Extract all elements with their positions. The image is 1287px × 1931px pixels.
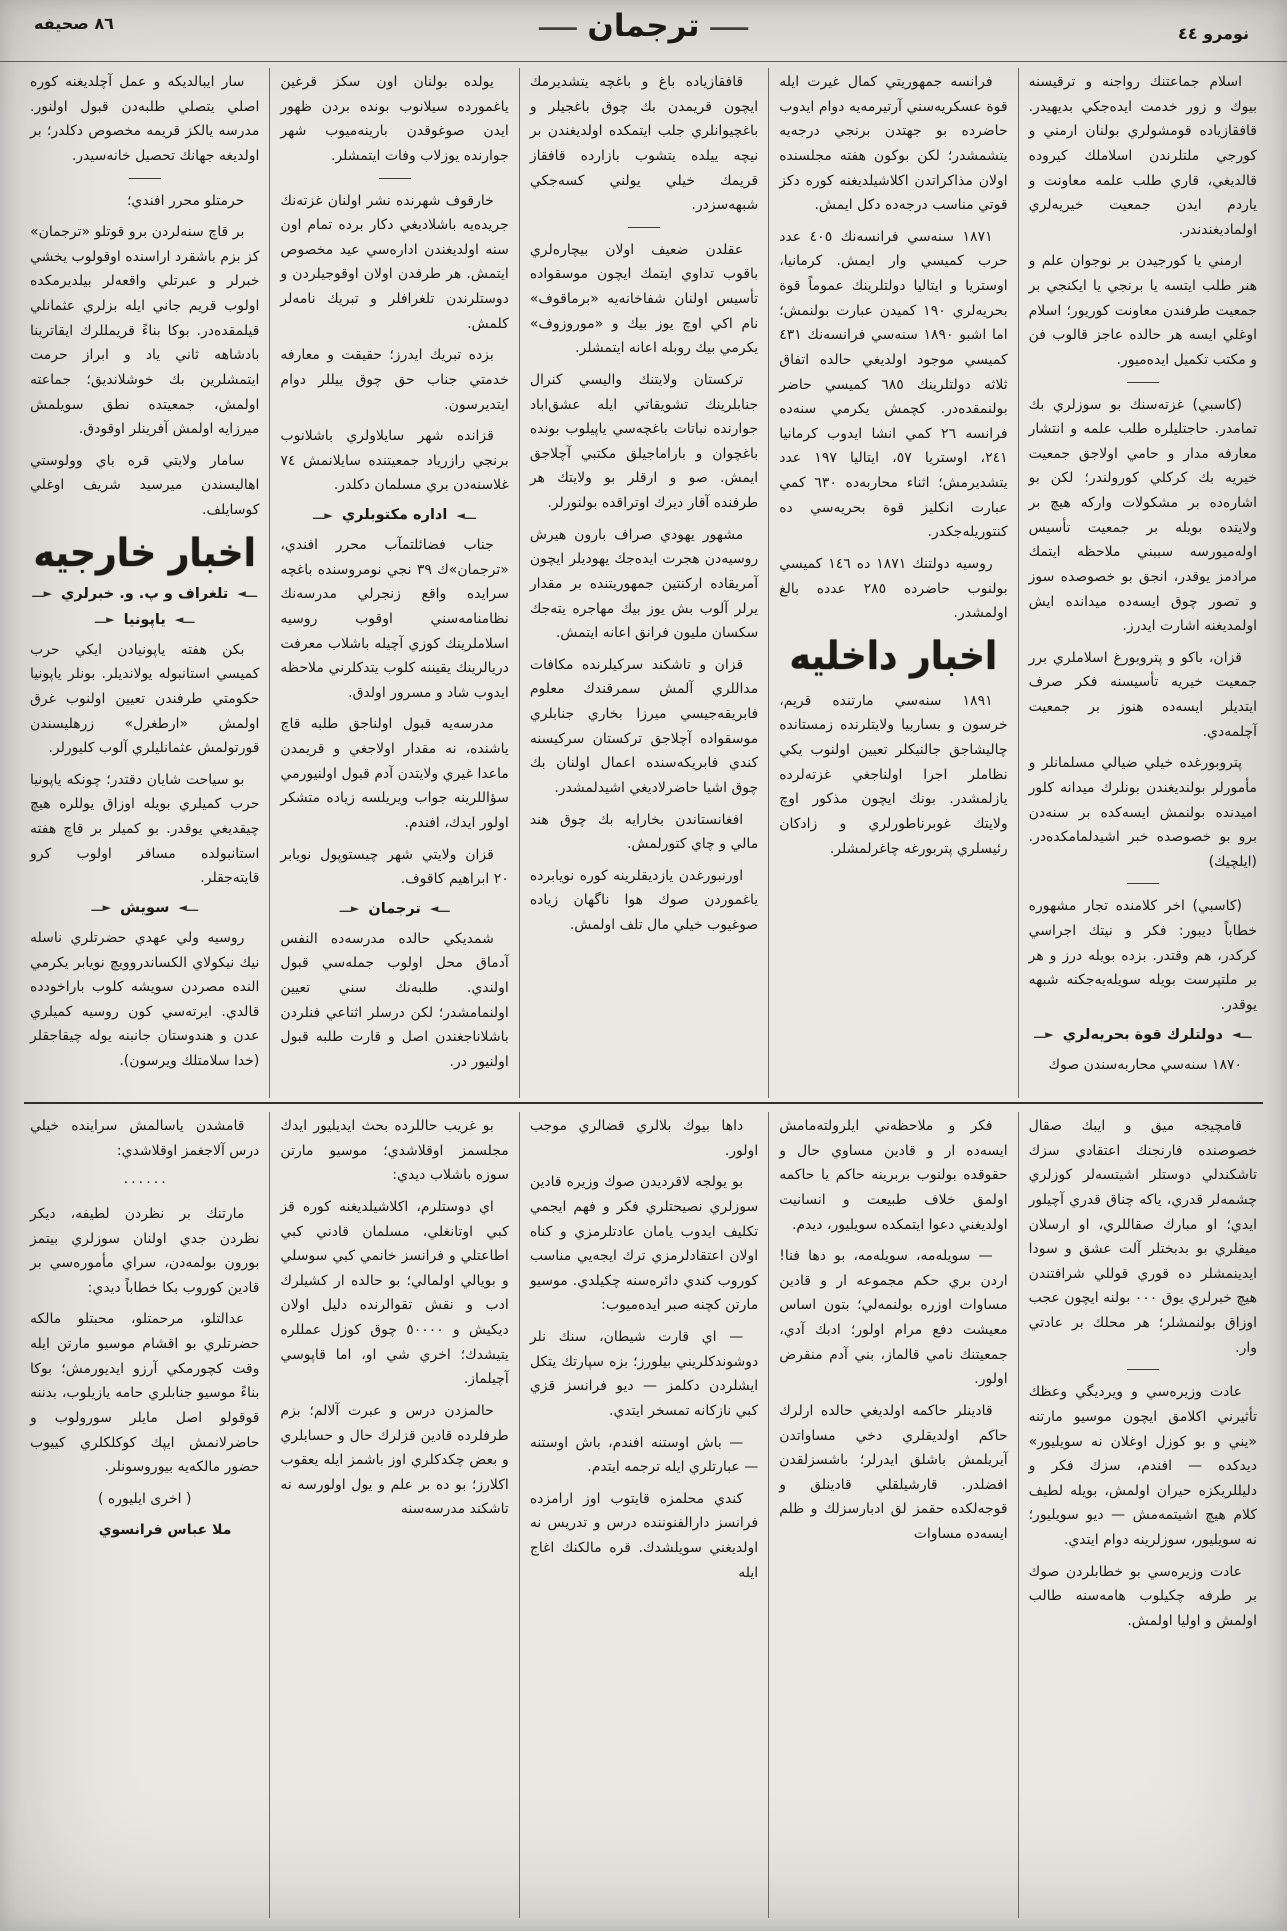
paragraph: روسيه ولي عهدي حضرتلري ناسله نيك نيكولاي الكساندروويچ نويابر يكرمي النده مصردن سويشه كلوب باراخودده قالدي. ايرته‌سي كون روسيه كميلري عدن و هندوستان جانبنه يوله چيقاجقلر (خدا سلامتلك ويرسون).: [30, 929, 260, 1069]
paragraph: ( اخری ايليوره ): [97, 1490, 192, 1507]
calligraphic-section-title: اخبار داخليه: [789, 634, 998, 679]
paragraph: ١٨٧٠ سنه‌سي محاربه‌سندن صوك: [1048, 1056, 1242, 1073]
paragraph: اسلام جماعتنك رواجنه و ترقيسنه بيوك و زور خدمت ايده‌جكي بديهيدر. قافقازياده قومشولري بولنان ارمني و كورجي ملتلرندن اسلاملك كيروده قالديغي، قاري طلب علمه معاونت و ياردم ايدن جمعيت خيريه‌لري اولماديغندندر.: [1028, 74, 1257, 238]
paragraph: حالمزدن درس و عبرت آلالم؛ بزم طرفلرده قادين قزلرك حال و حسابلري و بعض چكدكلري اوز باشمز ايله يعقوب اكلارز؛ بو ده بر علم و يول اولورسه نه تاشكند مدرسه‌سنه: [280, 1402, 509, 1518]
ornamental-heading: [1029, 1027, 1257, 1043]
paragraph: بر قاچ سنه‌لردن برو قوتلو «ترجمان» كز بزم باشقرد اراسنده اوقولوب يخشي خبرلر و عبرتلي واقعه‌لر بيلديرمكده اولوب قريم جاني ايله بزلري عثمانلي قيلمقده‌در. بوكا بناءً قريمللرك ايقاترينا بادشاهه ثاني ياد و ابراز حرمت ايتمشلرين بك خوشلانديق؛ جماعته اولمش، جمعيتده نطق سويلمش ميرزايه اولمش آفرينلر اوقودق.: [30, 224, 260, 438]
ornament-arrow-icon: ►ـــ: [91, 901, 112, 915]
ornament-arrow-icon: ـــ◄: [174, 613, 195, 627]
masthead-title: [539, 8, 748, 44]
ornament-heading-label: دولتلرك قوة بحريه‌لري: [1062, 1026, 1223, 1043]
paragraph: قزان، باكو و پتروبورغ اسلاملري برر جمعيت خيريه تأسيسنه فكر صرف ايتديلر ايسه‌ده هنوز بر جمعيت آچلمه‌دي.: [1028, 649, 1257, 740]
paragraph: قامشدن ياسالمش سراينده خيلي درس آلاجغمز اوقلاشدي:: [30, 1118, 260, 1159]
paragraph: — اي قارت شيطان، سنك نلر دوشوندكلريني بيلورز؛ بزه سپارتك يتكل ايشلردن دكلمز — ديو فرانسز قزي كبي نازكانه تمسخر ايتدي.: [529, 1329, 759, 1419]
paragraph: بو سياحت شايان دقتدر؛ چونكه ياپونيا حرب كميلري بويله اوزاق يوللره هيچ چيقديغي يوقدر. بو كميلر بر قاچ هفته استانبولده مسافر اولوب كرو قايته‌جقلر.: [30, 771, 260, 887]
paragraph: پتروبورغده خيلي ضيالي مسلمانلر و مأمورلر بولنديغندن بونلرك ميدانه كلور اميدنده بولنمش ايسه‌كده بر سنه‌دن برو بو خصوصده خبر اشيدلمامكده‌در. (ايلچيك): [1028, 755, 1257, 870]
paragraph: مدرسه‌يه قبول اولناجق طلبه قاچ ياشنده، نه مقدار اولاجغي و قريمدن ماعدا غيري ولايتدن آدم قبول اولنيورمي سؤاللرينه جواب ويريلسه زياده متشكر اولور ايدك، افندم.: [280, 716, 509, 831]
paragraph: بزده تبريك ايدرز؛ حقيقت و معارفه خدمتي جناب حق چوق ييللر دوام ايتديرسون.: [280, 347, 509, 413]
paragraph: قزان ولايتي شهر چيستوپول نويابر ٢٠ ابراهيم كاقوف.: [280, 846, 509, 888]
paragraph: — باش اوستنه افندم، باش اوستنه — عبارتلري ايله ترجمه ايتدم.: [529, 1434, 759, 1476]
paragraph: كندي محلمزه قايتوب اوز ارامزده فرانسز دارالفنوننده درس و تدريس نه اولديغني سويلشدك. قره مالكنك اغاج ايله: [529, 1490, 759, 1581]
ornament-arrow-icon: ـــ◄: [1231, 1028, 1252, 1041]
paragraph: (كاسبي) غزته‌سنك بو سوزلري بك تمامدر. حاجتليلره طلب علمه و انتشار معارفه مدار و حامي اولاجق جمعيت خيريه بك كركلي كورولندر؛ لكن بو اشاره‌ده بر مشكولات واركه هيچ بر ولايتده بويله بر جمعيت تأسيس اوله‌ميورسه سببني ملاحظه ايتمك مرادمز يوقدر، انجق بو خصوصده سوز و تصور چوق ايسه‌ده ميدانده ايش اولمديغنه اشارت ايدرز.: [1028, 396, 1257, 635]
paragraph: مارتنك بر نظردن لطيفه، ديكر نظردن جدي اولنان سوزلري بيتمز بورون بولمه‌دن، سراي مأموره‌سي بر قادين كوروب بكا خطاباً ديدي:: [30, 1205, 260, 1296]
masthead-flourish-left-icon: ـــــ: [710, 11, 748, 36]
paragraph: سار ايبالديكه و عمل آچلديغنه كوره اصلي يتصلي طلبه‌دن قبول اولنور. مدرسه يالكز قريمه مخصوص دكلدر؛ بر اولديغه جهانك تحصيل خانه‌سيدر.: [30, 74, 260, 164]
paragraph-separator: [1127, 382, 1159, 383]
ornamental-heading: [280, 507, 508, 523]
ornament-arrow-icon: ـــ◄: [456, 508, 477, 522]
paragraph: اي دوستلرم، اكلاشيلديغنه كوره قز كبي اوتانغلي، مسلمان قادني كبي اطاعتلي و فرانسز خانمي كبي سوسلي و بويالي اولمالي؛ بو حالده ار كشيلرك ادب و نقش تقوالرنده دليل اولان ديكيش و ٥٠٠٠٠ چوق كوزل عمللره يتيشدك؛ اخري شي او، اما قاپوسي آچيلماز.: [280, 1198, 509, 1388]
paragraph: افغانستاندن بخارايه بك چوق هند مالي و چاي كتورلمش.: [529, 811, 759, 853]
paragraph: خارقوف شهرنده نشر اولنان غزته‌نك جريده‌يه باشلاديغي دكار برده تمام اون سنه اولديغندن اداره‌سي عيد مخصوص ايتمش. هر طرفدن اولان اوقوجيلردن و دوستلرندن تلغرافلر و تبريك نامه‌لر كلمش.: [280, 192, 509, 332]
paragraph: ١٨٧١ سنه‌سي فرانسه‌نك ٤٠٥ عدد حرب كميسي وار ايمش. كرمانيا، اوستريا و ايتاليا دولتلرينك عموماً قوة بحريه‌لري ١٩٠ كميدن عبارت بولنمش؛ اما اشبو ١٨٩٠ سنه‌سي فرانسه‌نك ٤٣١ كميسي موجود اولديغي حالده اتفاق ثلاثه دولتلرينك ٦٨٥ كميسي حاضر بولنمقده‌در. كچمش يكرمي سنه‌ده فرانسه ٢٦ كمي انشا ايدوب كرمانيا ٢٤١، اوستريا ٥٧، ايتاليا ١٩٧ عدد يتشديرمش؛ اثناء محاربه‌ده ٦٣٠ كمي عبارت انكليز قوة بحريه‌سي ده كنتوريله‌جكدر.: [779, 228, 1008, 541]
ornament-arrow-icon: ►ـــ: [1033, 1028, 1054, 1041]
paragraph-separator: [379, 178, 411, 179]
newspaper-column: [768, 1112, 1017, 1918]
paragraph: فكر و ملاحظه‌ني ايلرولته‌مامش ايسه‌ده ار و قادين مساوي حال و حقوقده بولنوب بربرينه حاكم يا حاكمه اولمق خلاف طبيعت و انسانيت اولديغني دعوا ايتمكده سويليور، ديدم.: [779, 1118, 1008, 1233]
ornamental-heading: [30, 586, 259, 602]
ornamental-heading: [30, 900, 259, 916]
paragraph: يولده بولنان اون سكز قرغين ياغمورده سيلانوب بونده بردن ظهور ايدن صوغوقدن بارينه‌ميوب شهر جوارنده يوزلاب وفات ايتمشلر.: [280, 74, 509, 164]
paragraph: حرمتلو محرر افندي؛: [126, 192, 245, 209]
masthead-header: [0, 0, 1287, 62]
paragraph: مشهور يهودي صراف بارون هيرش روسيه‌دن هجرت ايده‌جك يهوديلر ايچون آمريقاده اركنتين جمهوريتنده بر مقدار يرلر آلوب بش يوز بيك مهاجره يته‌جك سكسان مليون فرانق اعانه ايتمش.: [529, 526, 759, 642]
paragraph: قافقازياده باغ و باغچه يتشديرمك ايچون قريمدن بك چوق باغجيلر و باغچيوانلري جلب ايتمكده اولديغندن بر نيچه ييلده يتشوب بازارده قافقاز قريمك خيلي يولني كسه‌جكي شبهه‌سزدر.: [529, 74, 759, 214]
section-divider-rule: [24, 1102, 1263, 1104]
newspaper-column: [20, 68, 269, 1098]
paragraph: ١٨٩١ سنه‌سي مارتنده قريم، خرسون و بساربيا ولايتلرنده زمستانده چاليشاجق جالنيكلر تعيين اولنوب يكي نظاملر اجرا اولناجغي غزته‌لرده يازلمشدر. بونك ايچون مذكور اوچ ولايتك غوبرناطورلري و زادكان رئيسلري پتربورغه چاغرلمشلر.: [779, 692, 1008, 857]
ornament-arrow-icon: ►ـــ: [313, 508, 333, 522]
paragraph-separator: [628, 227, 660, 228]
newspaper-column: [269, 68, 518, 1098]
paragraph: (كاسبي) اخر كلامنده تجار مشهوره خطاباً ديبور: فكر و نيتك اجراسي كركدر، هم وقتدر. بزده بويله درز و هر بر ملتپرست بويله سويله‌يه‌جكنه شبهه يوقدر.: [1028, 898, 1257, 1013]
masthead-text: ترجمان: [587, 8, 700, 44]
ornament-heading-label: ترجمان: [368, 900, 421, 917]
paragraph: عقلدن ضعيف اولان بيچاره‌لري باقوب تداوي ايتمك ايچون موسقواده تأسيس اولنان شفاخانه‌يه «برماقوف» نام اكي اوچ يوز بيك و «موروزوف» يكرمي بيك روبله اعانه ايتمشلر.: [529, 241, 759, 357]
ornamental-heading: [30, 612, 259, 628]
paragraph: اورنبورغدن يازديقلرينه كوره نويابرده ياغموردن صوك هوا ناگهان زياده صوغيوب خيلي مال تلف اولمش.: [529, 867, 759, 933]
paragraph: قزان و تاشكند سركيلرنده مكافات مداللري آلمش سمرقندك معلوم فابريقه‌جيسي ميرزا بخاري جنابلري موسقواده آچلاجق تركستان سركيسنه كندي فابريكه‌سنده اعمال اولنان بك چوق اشيا حاضرلاديغي اشيدلمشدر.: [529, 656, 759, 796]
paragraph: ارمني يا كورجيدن بر نوجوان علم و هنر طلب ايتسه يا برنجي يا ايكنجي بر جمعيت طرفندن معاونت كوريور؛ اسلام اوغلي ايسه هر حالده عاجز قالوب فن و مكتب تكميل ايده‌ميور.: [1028, 253, 1257, 368]
paragraph: جناب فضائلتمآب محرر افندي، «ترجمان»ك ٣٩ نجي نومروسنده باغچه سرايده واقع زنجرلي مدرسه‌نك نظامنامه‌سني اوقوب روسيه اسلاملرينك كوزي آچيله باشلاب معرفت دريالرينك يقيننه كلوب يتدكلرني ملاحظه ايدوب شاد و مسرور اولدق.: [280, 537, 509, 701]
paragraph: شمديكي حالده مدرسه‌ده النفس آدماق محل اولوب جمله‌سي قبول اولندي. طلبه‌نك سني تعيين اولنمامشدر؛ لكن درسلر اثناعي فنلردن باشلاناجغندن اصل و قارت طلبه قبول اولنيور در.: [280, 930, 509, 1070]
ornament-heading-label: سويش: [120, 899, 170, 916]
paragraph: ٠٠٠٠٠٠: [122, 1174, 168, 1191]
ornament-arrow-icon: ـــ◄: [178, 901, 199, 915]
page-number: ٨٦ صحيفه: [34, 14, 114, 33]
paragraph: عادت وزيره‌سي و ويرديگي وعظك تأثيرني اكلامق ايچون موسيو مارتنه «يني و بو كوزل اوغلان نه سويليور» ديدكده — افندم، سزك فكر و دليللريكزه حيران اولمش، بويله لطيف كلام هيچ اشيتمه‌مش — ديو سويليور؛ نه سويليور، سوزلرينه دوام ايتدي.: [1028, 1384, 1257, 1548]
paragraph: قزانده شهر سايلاولري باشلانوب برنجي رازرياد جمعيتنده سايلانمش ٧٤ غلاسنه‌دن بري مسلمان دكلدر.: [280, 428, 509, 494]
masthead-flourish-right-icon: ـــــ: [539, 11, 577, 36]
paragraph-separator: [1127, 883, 1159, 884]
issue-number: نومرو ٤٤: [1178, 24, 1249, 43]
newspaper-column: [269, 1112, 518, 1918]
paragraph: سامار ولايتي قره باي وولوستي اهاليسندن ميرسيد شريف اوغلي كوسايلف.: [30, 452, 260, 518]
paragraph: داها بيوك بلالري قضالري موجب اولور.: [529, 1118, 759, 1159]
top-section: [0, 62, 1287, 1098]
newspaper-column: [1018, 68, 1267, 1098]
paragraph: تركستان ولايتنك واليسي كنرال جنابلرينك تشويقاتي ايله عشق‌اباد جوارنده نباتات باغچه‌سي ياپيلوب بونده باغچوان و باراماجيلق مكتبي آچلاجق ايمش. صو و ارقلر بو ولايتك هر طرفنده آقار ديرك اوتراقده بولنورلر.: [529, 371, 759, 511]
paragraph: بو يولجه لاقرديدن صوك وزيره قادين سوزلري نصيحتلري فكر و فهم ايجمي تكليف ايدوب يامان عادتلرمزي و كناه اولان اعتقادلرمزي ترك ايجه‌يي مناسب كوروب كندي دائره‌سنه چكيلدي. موسيو مارتن كچنه صبر ايده‌ميوب:: [529, 1174, 759, 1314]
ornament-heading-label: تلغراف و پ. و. خبرلري: [61, 585, 229, 602]
paragraph-separator: [129, 178, 161, 179]
paragraph: قادينلر حاكمه اولديغي حالده ارلرك حاكم اولديقلري دخي مساواتدن آيريلمش باشلق ايدرلر؛ باشسزلقدن افضلدر. قارشيلقلي قادينلق و قوجه‌لكده حقمز لق ادبارسزلك و ظلم ايسه‌ده مساوات: [779, 1402, 1008, 1542]
paragraph: ملا عباس فرانسوي: [98, 1522, 232, 1539]
newspaper-column: [768, 68, 1017, 1098]
bottom-section: [0, 1106, 1287, 1918]
ornament-arrow-icon: ـــ◄: [237, 587, 258, 601]
ornament-heading-label: اداره مكتوبلري: [341, 507, 448, 523]
ornament-arrow-icon: ►ـــ: [32, 587, 53, 601]
paragraph: عدالتلو، مرحمتلو، محبتلو مالكه حضرتلري بو اقشام موسيو مارتن ايله وقت كچورمكي آرزو ايديورمش؛ بوكا بناءً موسيو جنابلري حامه يازيلوب، بدننه قوقولو اصل مايلر سورولوب و حاضرلانمش ايپك كوكلكلري كييوب حضور مالكه‌يه بيوروسونلر.: [30, 1311, 260, 1476]
paragraph: فرانسه جمهوريتي كمال غيرت ايله قوة عسكريه‌سني آرتيرمه‌يه دوام ايدوب حاضرده بو جهتدن برنجي درجه‌يه يتشمشدر؛ لكن بوكون هفته مجلسنده اولان مذاكراتدن اكلاشيلديغنه كوره دكز قوتي مناسب درجه‌ده دكل ايمش.: [779, 74, 1008, 214]
calligraphic-section-title: اخبار خارجيه: [33, 530, 256, 576]
ornament-arrow-icon: ►ـــ: [94, 613, 115, 627]
newspaper-column: [1018, 1112, 1267, 1918]
newspaper-column: [519, 1112, 768, 1918]
newspaper-column: [519, 68, 768, 1098]
ornamental-heading: [280, 901, 508, 917]
paragraph: بو غريب حاللرده بحث ايديليور ايدك مجلسمز اوقلاشدي؛ موسيو مارتن سوزه باشلاب ديدي:: [280, 1118, 509, 1184]
paragraph: عادت وزيره‌سي بو خطابلردن صوك بر طرفه چكيلوب هامه‌سنه طالب اولمش و اوليا اولمش.: [1028, 1563, 1257, 1629]
paragraph: بكن هفته ياپونيادن ايكي حرب كميسي استانبوله يولانديلر. بونلر ياپونيا حكومتي طرفندن تعيين اولنوب غرق اولمش «ارطغرل» زرهليسندن قورتولمش عثمانليلري آلوب كليورلر.: [30, 641, 260, 757]
ornament-arrow-icon: ـــ◄: [429, 902, 450, 916]
paragraph-separator: [1127, 1369, 1159, 1370]
paragraph: روسيه دولتنك ١٨٧١ ده ١٤٦ كميسي بولنوب حاضرده ٢٨٥ عدده بالغ اولمشدر.: [779, 555, 1008, 622]
newspaper-column: [20, 1112, 269, 1918]
ornament-arrow-icon: ►ـــ: [339, 902, 360, 916]
paragraph: قامچيجه ميق و ايبك صقال خصوصنده فارنجنك اعتقادي سزك تاشكندلي دوستلر اشيتسه‌لر كوزلري چشمه‌لر قدري، ياكه چناق قدري آچيلور ايدي؛ او مبارك صقاللري، او ارسلان ميقلري بو بدبختلر آلت عشق و سودا ايدينمشلر ده قوري قوللي شرافتندن هيچ خبرلري يوق ٠٠٠ بولنه ايچون عجب اوزاق بولنمشلر؛ هر محلك بر عادتي وار.: [1028, 1118, 1257, 1356]
ornament-heading-label: ياپونيا: [123, 611, 166, 628]
paragraph: — سويله‌مه، سويله‌مه، بو دها فنا! اردن بري حكم مجموعه ار و قادين مساوات اوزره بولنمه‌لي؛ بتون اساس معيشت دفع مرام اولور؛ ادبك آدي، جمعيتنك نامي قالماز، بني آدم منقرض اولور.: [779, 1248, 1008, 1388]
